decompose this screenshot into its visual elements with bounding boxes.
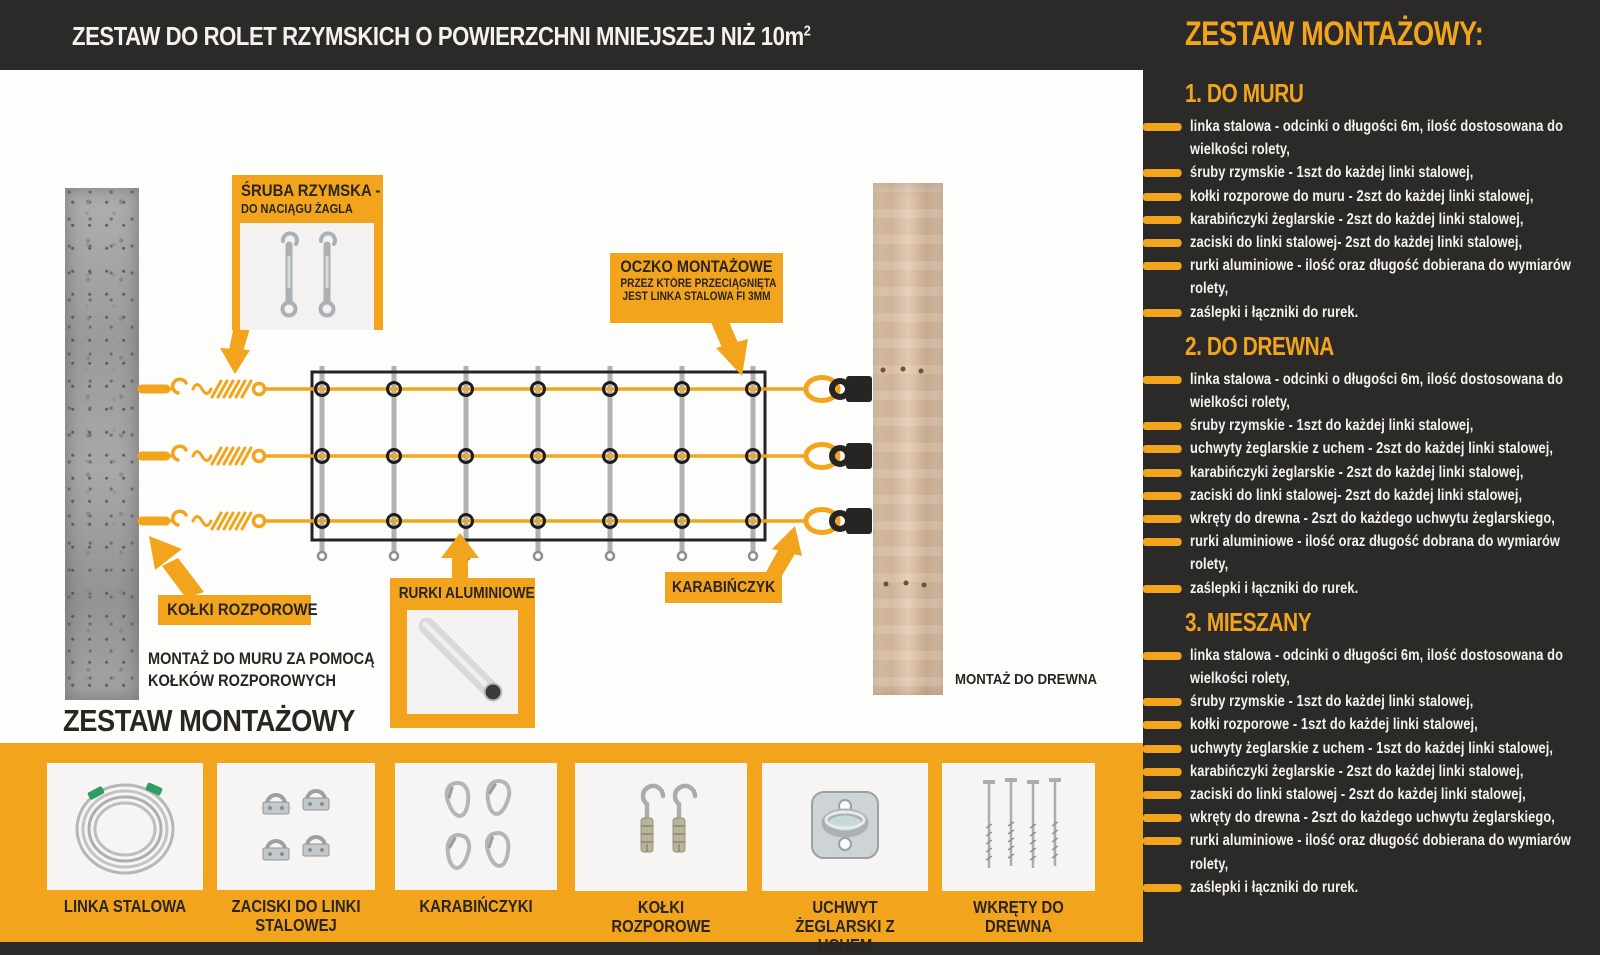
cables-and-grid-drawing xyxy=(0,70,1143,743)
wire-rope-clips-icon xyxy=(236,772,356,882)
callout-oczko-line2: PRZEZ KTÓRE PRZECIĄGNIĘTA xyxy=(620,278,777,290)
dash-bullet xyxy=(1143,422,1182,430)
dash-bullet xyxy=(1143,538,1182,546)
callout-karabinczyk xyxy=(665,572,782,603)
kit-list-item: linka stalowa - odcinki o długości 6m, ilość dostosowana do wielkości rolety, xyxy=(1190,368,1585,414)
kit-list-item: zaślepki i łączniki do rurek. xyxy=(1190,876,1585,899)
product-photo xyxy=(47,763,203,890)
callout-kolki-rozporowe xyxy=(158,595,318,625)
kit-card-label: ZACISKI DO LINKI STALOWEJ xyxy=(231,896,361,935)
dash-bullet xyxy=(1143,492,1182,500)
dash-bullet xyxy=(1143,216,1182,224)
kit-list-item: kołki rozporowe - 1szt do każdej linki stalowej, xyxy=(1190,713,1585,736)
kit-list-item: karabińczyki żeglarskie - 2szt do każdej linki stalowej, xyxy=(1190,208,1585,231)
kit-list-item: zaślepki i łączniki do rurek. xyxy=(1190,301,1585,324)
dash-bullet xyxy=(1143,123,1182,131)
product-photo xyxy=(217,763,375,890)
dash-bullet xyxy=(1143,837,1182,845)
sidebar-section-do-muru xyxy=(1143,78,1600,324)
dash-bullet xyxy=(1143,445,1182,453)
carabiners-icon xyxy=(416,771,536,883)
section-item-list xyxy=(1190,368,1585,600)
kit-list-item: uchwyty żeglarskie z uchem - 2szt do każdej linki stalowej, xyxy=(1190,437,1585,460)
kit-list-item: rurki aluminiowe - ilość oraz długość dobierana do wymiarów rolety, xyxy=(1190,829,1585,875)
callout-oczko-line3: JEST LINKA STALOWA FI 3MM xyxy=(622,291,771,303)
callout-kolki-text: KOŁKI ROZPOROWE xyxy=(167,600,318,619)
kit-card-label: UCHWYT ŻEGLARSKI Z UCHEM xyxy=(795,897,895,955)
callout-sruba-rzymska xyxy=(232,175,383,330)
dash-bullet xyxy=(1143,814,1182,822)
dash-bullet xyxy=(1143,515,1182,523)
kit-list-item: wkręty do drewna - 2szt do każdego uchwytu żeglarskiego, xyxy=(1190,806,1585,829)
callout-sruba-line2: DO NACIĄGU ŻAGLA xyxy=(241,202,353,216)
section-heading: 2. DO DREWNA xyxy=(1185,330,1334,361)
kit-card-karabinczyki xyxy=(395,763,557,916)
kit-list-item: wkręty do drewna - 2szt do każdego uchwytu żeglarskiego, xyxy=(1190,507,1585,530)
kit-list-item: zaciski do linki stalowej - 2szt do każdej linki stalowej, xyxy=(1190,783,1585,806)
page-title: ZESTAW DO ROLET RZYMSKICH O POWIERZCHNI MNIEJSZEJ NIŻ $10m^2$ xyxy=(72,21,811,51)
dash-bullet xyxy=(1143,309,1182,317)
dash-bullet xyxy=(1143,698,1182,706)
header-bar xyxy=(0,0,1143,70)
dash-bullet xyxy=(1143,652,1182,660)
dash-bullet xyxy=(1143,262,1182,270)
note-montaz-do-muru: MONTAŻ DO MURU ZA POMOCĄ KOŁKÓW ROZPOROWYCH xyxy=(148,650,375,690)
kit-card-linka-stalowa xyxy=(47,763,203,916)
callout-karabinczyk-text: KARABIŃCZYK xyxy=(672,579,776,596)
kit-card-label: WKRĘTY DO DREWNA xyxy=(973,897,1064,936)
kit-list-item: linka stalowa - odcinki o długości 6m, ilość dostosowana do wielkości rolety, xyxy=(1190,644,1585,690)
section-item-list xyxy=(1190,115,1585,324)
sidebar-section-mieszany xyxy=(1143,607,1600,899)
kit-list-item: rurki aluminiowe - ilość oraz długość dobierana do wymiarów rolety, xyxy=(1190,254,1585,300)
dash-bullet xyxy=(1143,193,1182,201)
callout-sruba-line1: ŚRUBA RZYMSKA - xyxy=(241,181,381,200)
kit-list-item: karabińczyki żeglarskie - 2szt do każdej linki stalowej, xyxy=(1190,461,1585,484)
wood-screws-icon xyxy=(959,770,1079,884)
kit-card-kolki-rozporowe xyxy=(575,763,747,936)
kit-list-item: zaciski do linki stalowej- 2szt do każdej linki stalowej, xyxy=(1190,484,1585,507)
kit-card-label: LINKA STALOWA xyxy=(63,896,187,916)
product-photo xyxy=(395,763,557,890)
kit-list-item: uchwyty żeglarskie z uchem - 1szt do każdej linki stalowej, xyxy=(1190,737,1585,760)
section-heading: 1. DO MURU xyxy=(1185,78,1304,108)
kit-list-item: karabińczyki żeglarskie - 2szt do każdej linki stalowej, xyxy=(1190,760,1585,783)
section-heading: 3. MIESZANY xyxy=(1185,606,1312,637)
rurki-arrowhead xyxy=(441,533,479,558)
turnbuckles-photo xyxy=(240,223,374,330)
kit-list-item: zaślepki i łączniki do rurek. xyxy=(1190,577,1585,600)
dash-bullet xyxy=(1143,469,1182,477)
page-title-superscript: 2 xyxy=(803,22,811,40)
kit-list-item: śruby rzymskie - 1szt do każdej linki stalowej, xyxy=(1190,414,1585,437)
kit-card-zaciski xyxy=(217,763,375,935)
kit-list-item: śruby rzymskie - 1szt do każdej linki stalowej, xyxy=(1190,161,1585,184)
kit-card-uchwyt-zeglarski xyxy=(762,763,928,955)
kit-list-item: linka stalowa - odcinki o długości 6m, ilość dostosowana do wielkości rolety, xyxy=(1190,115,1585,161)
sidebar-zestaw-montazowy xyxy=(1143,0,1600,942)
sidebar-title: ZESTAW MONTAŻOWY: xyxy=(1185,15,1484,53)
product-photo xyxy=(575,763,747,891)
callout-rurki-text: RURKI ALUMINIOWE xyxy=(398,585,535,602)
karab-arrowhead xyxy=(772,526,802,556)
section-item-list xyxy=(1190,644,1585,899)
dash-bullet xyxy=(1143,585,1182,593)
product-photo xyxy=(942,763,1095,891)
kit-items-band xyxy=(0,743,1143,955)
dash-bullet xyxy=(1143,169,1182,177)
kit-card-label: KARABIŃCZYKI xyxy=(419,896,533,916)
dash-bullet xyxy=(1143,768,1182,776)
wall-plug-hooks-icon xyxy=(601,770,721,884)
dash-bullet xyxy=(1143,791,1182,799)
kit-list-item: rurki aluminiowe - ilość oraz długość dobrana do wymiarów rolety, xyxy=(1190,530,1585,576)
note-montaz-do-drewna: MONTAŻ DO DREWNA xyxy=(955,671,1098,688)
kit-card-label: KOŁKI ROZPOROWE xyxy=(611,897,711,936)
dash-bullet xyxy=(1143,721,1182,729)
sidebar-section-do-drewna xyxy=(1143,331,1600,600)
wood-nail-dots xyxy=(881,367,927,588)
dash-bullet xyxy=(1143,884,1182,892)
kit-list-item: śruby rzymskie - 1szt do każdej linki stalowej, xyxy=(1190,690,1585,713)
kit-list-item: zaciski do linki stalowej- 2szt do każdej linki stalowej, xyxy=(1190,231,1585,254)
callout-oczko-montazowe xyxy=(610,253,783,323)
aluminum-tube-icon xyxy=(413,614,513,710)
kit-card-wkrety xyxy=(942,763,1095,936)
callout-oczko-line1: OCZKO MONTAŻOWE xyxy=(620,258,773,276)
aluminum-tube-photo xyxy=(407,610,518,714)
steel-cable-coil-icon xyxy=(62,771,188,883)
eye-plate-icon xyxy=(785,772,905,882)
callout-rurki-aluminiowe xyxy=(390,578,535,728)
turnbuckle-icon xyxy=(244,227,370,327)
kit-section-heading: ZESTAW MONTAŻOWY xyxy=(63,703,355,738)
kolki-arrow xyxy=(162,558,204,598)
dash-bullet xyxy=(1143,745,1182,753)
dash-bullet xyxy=(1143,239,1182,247)
dash-bullet xyxy=(1143,376,1182,384)
sruba-arrowhead xyxy=(220,348,250,374)
kit-list-item: kołki rozporowe do muru - 2szt do każdej linki stalowej, xyxy=(1190,185,1585,208)
product-photo xyxy=(762,763,928,891)
